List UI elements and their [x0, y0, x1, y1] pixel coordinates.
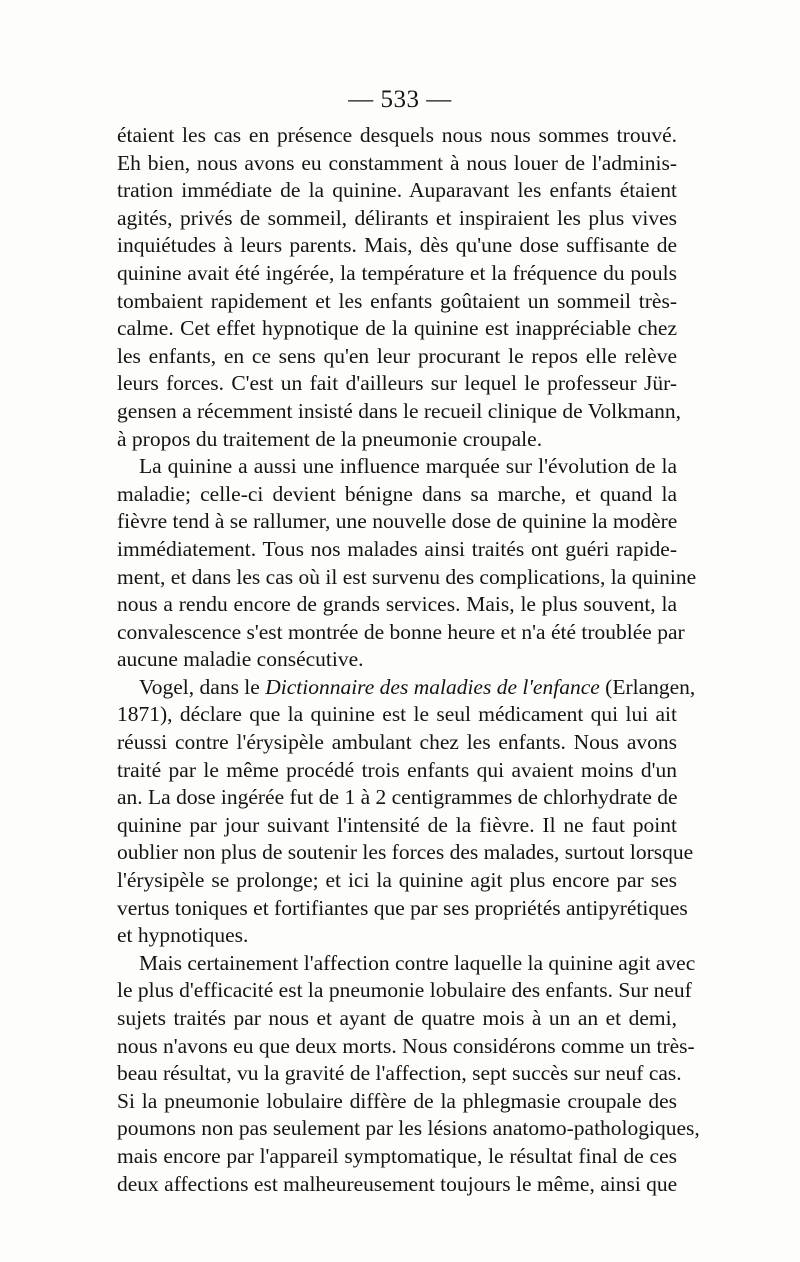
book-title-italic: Dictionnaire des maladies de l'enfance — [265, 674, 600, 699]
text-line: à propos du traitement de la pneumonie croupale. — [117, 426, 543, 451]
text-line: le plus d'efficacité est la pneumonie lobulaire des enfants. Sur neuf — [117, 978, 692, 1003]
text-line: l'érysipèle se prolonge; et ici la quinine agit plus encore par ses — [117, 868, 677, 893]
paragraph — [117, 950, 700, 1198]
text-line: traité par le même procédé trois enfants qui avaient moins d'un — [117, 757, 677, 782]
text-line: leurs forces. C'est un fait d'ailleurs sur lequel le professeur Jür- — [117, 371, 677, 396]
text-line: quinine par jour suivant l'intensité de la fièvre. Il ne faut point — [117, 812, 677, 837]
text-line: aucune maladie consécutive. — [117, 647, 364, 672]
text-line: deux affections est malheureusement toujours le même, ainsi que — [117, 1171, 678, 1196]
text-line: immédiatement. Tous nos malades ainsi traités ont guéri rapide- — [117, 536, 677, 561]
text-line: 1871), déclare que la quinine est le seul médicament qui lui ait — [117, 702, 677, 727]
text-line: sujets traités par nous et ayant de quatre mois à un an et demi, — [117, 1006, 677, 1030]
body-text — [117, 122, 700, 1198]
text-line — [117, 674, 696, 702]
text-line: réussi contre l'érysipèle ambulant chez les enfants. Nous avons — [117, 730, 677, 755]
paragraph — [117, 453, 697, 674]
text-line: an. La dose ingérée fut de 1 à 2 centigrammes de chlorhydrate de — [117, 785, 678, 810]
text-line: Eh bien, nous avons eu constamment à nous louer de l'adminis- — [117, 150, 677, 175]
text-line: oublier non plus de soutenir les forces des malades, surtout lorsque — [117, 840, 694, 865]
text-line: Si la pneumonie lobulaire diffère de la phlegmasie croupale des — [117, 1088, 677, 1113]
paragraph — [117, 674, 696, 950]
text-line: ment, et dans les cas où il est survenu des complications, la quinine — [117, 564, 697, 589]
text-line: poumons non pas seulement par les lésions anatomo-pathologiques, — [117, 1116, 700, 1141]
text-line: nous n'avons eu que deux morts. Nous considérons comme un très- — [117, 1033, 695, 1058]
text-line: inquiétudes à leurs parents. Mais, dès qu'une dose suffisante de — [117, 233, 677, 258]
text-line: convalescence s'est montrée de bonne heure et n'a été troublée par — [117, 619, 685, 644]
text-line: gensen a récemment insisté dans le recueil clinique de Volkmann, — [117, 398, 682, 423]
text-line: agités, privés de sommeil, délirants et inspiraient les plus vives — [117, 205, 677, 230]
text-line: La quinine a aussi une influence marquée sur l'évolution de la — [139, 454, 677, 479]
text-run: Vogel, dans le — [139, 674, 266, 699]
page-number: — 533 — — [348, 86, 452, 113]
text-line: nous a rendu encore de grands services. Mais, le plus souvent, la — [117, 592, 677, 617]
text-line: fièvre tend à se rallumer, une nouvelle dose de quinine la modère — [117, 509, 678, 534]
text-line: mais encore par l'appareil symptomatique, le résultat final de ces — [117, 1143, 677, 1168]
text-line: tombaient rapidement et les enfants goûtaient un sommeil très- — [117, 288, 677, 313]
text-line: étaient les cas en présence desquels nous nous sommes trouvé. — [117, 123, 677, 147]
text-run: (Erlangen, — [599, 674, 696, 699]
text-line: calme. Cet effet hypnotique de la quinine est inappréciable chez — [117, 316, 677, 341]
text-line: les enfants, en ce sens qu'en leur procurant le repos elle relève — [117, 343, 677, 368]
text-line: beau résultat, vu la gravité de l'affection, sept succès sur neuf cas. — [117, 1061, 682, 1086]
paragraph — [117, 122, 682, 453]
text-line: tration immédiate de la quinine. Auparavant les enfants étaient — [117, 178, 677, 203]
text-line: maladie; celle-ci devient bénigne dans sa marche, et quand la — [117, 481, 677, 506]
text-line: et hypnotiques. — [117, 923, 249, 948]
text-line: quinine avait été ingérée, la température et la fréquence du pouls — [117, 260, 677, 285]
text-line: vertus toniques et fortifiantes que par ses propriétés antipyrétiques — [117, 895, 688, 920]
text-line: Mais certainement l'affection contre laquelle la quinine agit avec — [139, 950, 696, 975]
